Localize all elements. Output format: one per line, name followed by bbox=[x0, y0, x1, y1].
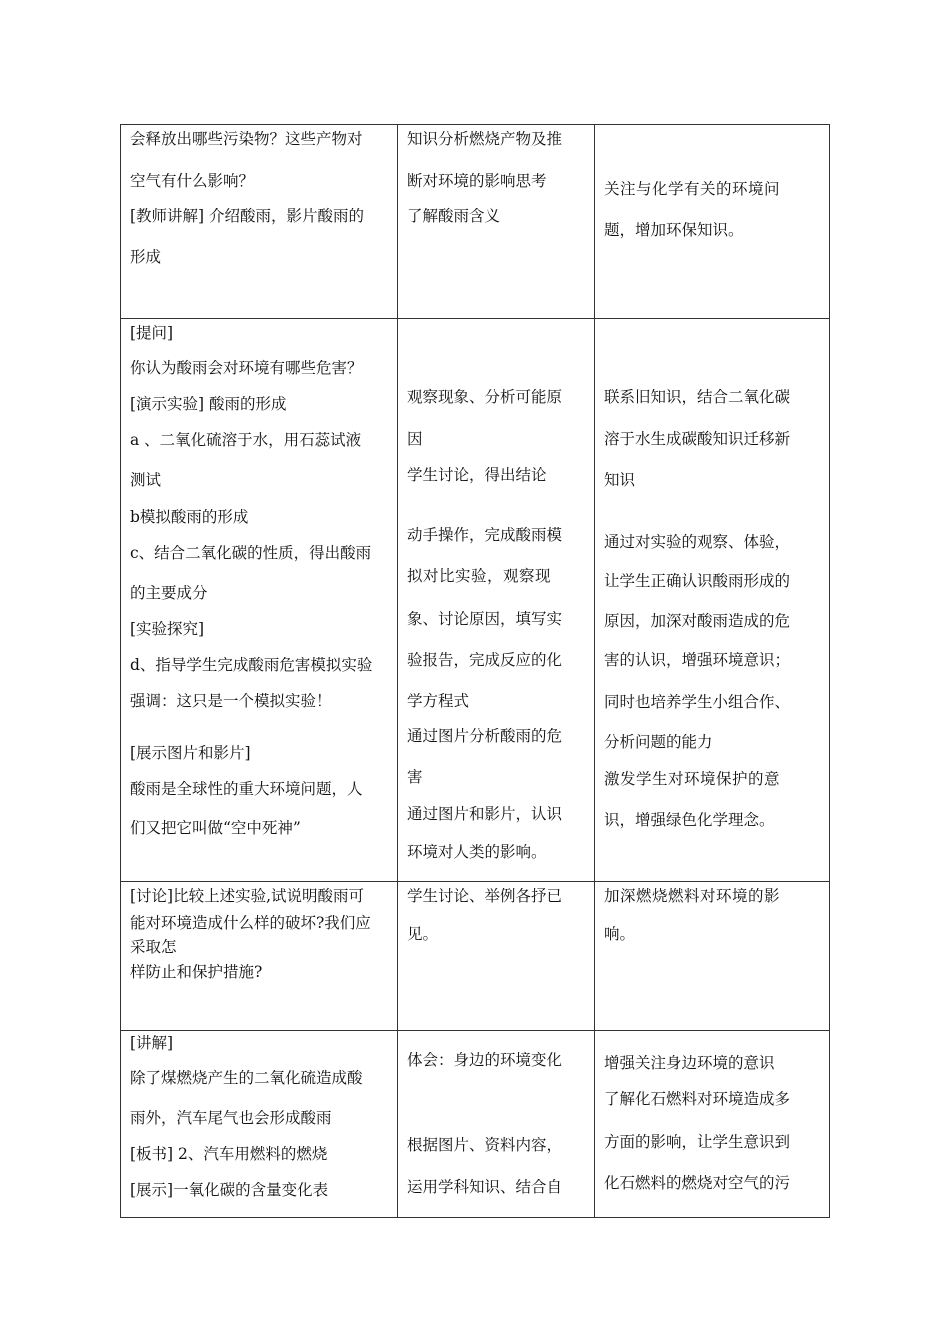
text-line: 环境对人类的影响。 bbox=[407, 843, 547, 861]
text-line: 让学生正确认识酸雨形成的 bbox=[604, 572, 791, 590]
text-line: 空气有什么影响？ bbox=[130, 172, 255, 190]
text-line: [板书] 2、汽车用燃料的燃烧 bbox=[130, 1145, 328, 1163]
table-row bbox=[121, 319, 830, 882]
text-line: 你认为酸雨会对环境有哪些危害？ bbox=[130, 359, 363, 377]
text-line: 方面的影响，让学生意识到 bbox=[604, 1133, 791, 1151]
text-line: 强调：这只是一个模拟实验！ bbox=[130, 692, 332, 710]
text-line: 会释放出哪些污染物？这些产物对 bbox=[130, 130, 363, 148]
text-line: 雨外，汽车尾气也会形成酸雨 bbox=[130, 1109, 332, 1127]
text-line: 知识 bbox=[604, 471, 636, 489]
text-line: 体会：身边的环境变化 bbox=[407, 1051, 563, 1069]
text-line: 了解酸雨含义 bbox=[407, 207, 501, 225]
text-line: 采取怎 bbox=[130, 938, 177, 956]
table-row bbox=[121, 882, 830, 1031]
text-line: 象、讨论原因，填写实 bbox=[407, 610, 563, 628]
teacher-activity-cell bbox=[121, 125, 398, 319]
text-line: 学方程式 bbox=[407, 692, 470, 710]
text-line: 学生讨论、举例各抒已 bbox=[407, 887, 563, 905]
text-line: 增强关注身边环境的意识 bbox=[604, 1054, 775, 1072]
text-line: 激发学生对环境保护的意 bbox=[604, 770, 781, 788]
text-line: 根据图片、资料内容， bbox=[407, 1136, 563, 1154]
table-row bbox=[121, 125, 830, 319]
text-line: 害 bbox=[407, 768, 423, 786]
text-line: 拟对比实验，观察现 bbox=[407, 567, 552, 585]
text-line: 的主要成分 bbox=[130, 584, 208, 602]
text-line: [演示实验] 酸雨的形成 bbox=[130, 395, 287, 413]
text-line: [展示图片和影片] bbox=[130, 744, 251, 762]
student-activity-cell bbox=[398, 882, 595, 1031]
text-line: [展示]一氧化碳的含量变化表 bbox=[130, 1181, 329, 1199]
text-line: [提问] bbox=[130, 324, 174, 342]
text-line: [讲解] bbox=[130, 1034, 174, 1052]
text-line: 溶于水生成碳酸知识迁移新 bbox=[604, 430, 791, 448]
text-line: a 、二氧化硫溶于水，用石蕊试液 bbox=[130, 431, 362, 449]
text-line: 观察现象、分析可能原 bbox=[407, 388, 563, 406]
text-line: 形成 bbox=[130, 248, 162, 266]
text-line: [实验探究] bbox=[130, 620, 205, 638]
text-line: d、指导学生完成酸雨危害模拟实验 bbox=[130, 656, 373, 674]
text-line: 了解化石燃料对环境造成多 bbox=[604, 1090, 791, 1108]
student-activity-cell bbox=[398, 1031, 595, 1218]
text-line: 联系旧知识，结合二氧化碳 bbox=[604, 388, 791, 406]
text-line: 因 bbox=[407, 430, 423, 448]
text-line: 样防止和保护措施? bbox=[130, 963, 263, 981]
text-line: 学生讨论，得出结论 bbox=[407, 466, 547, 484]
design-intent-cell bbox=[595, 319, 830, 882]
design-intent-cell bbox=[595, 1031, 830, 1218]
text-line: 加深燃烧燃料对环境的影 bbox=[604, 887, 781, 905]
text-line: 测试 bbox=[130, 471, 162, 489]
text-line: [教师讲解] 介绍酸雨，影片酸雨的 bbox=[130, 207, 365, 225]
text-line: b模拟酸雨的形成 bbox=[130, 508, 249, 526]
text-line: 通过对实验的观察、体验， bbox=[604, 533, 791, 551]
text-line: 知识分析燃烧产物及推 bbox=[407, 130, 563, 148]
text-line: 酸雨是全球性的重大环境问题，人 bbox=[130, 780, 363, 798]
text-line: 见。 bbox=[407, 925, 439, 943]
text-line: 除了煤燃烧产生的二氧化硫造成酸 bbox=[130, 1069, 363, 1087]
text-line: [讨论]比较上述实验,试说明酸雨可 bbox=[130, 887, 365, 905]
text-line: 通过图片分析酸雨的危 bbox=[407, 727, 563, 745]
text-line: 识，增强绿色化学理念。 bbox=[604, 811, 775, 829]
teacher-activity-cell bbox=[121, 319, 398, 882]
design-intent-cell bbox=[595, 882, 830, 1031]
lesson-plan-table bbox=[120, 124, 830, 1218]
text-line: 害的认识，增强环境意识； bbox=[604, 651, 791, 669]
teacher-activity-cell bbox=[121, 1031, 398, 1218]
text-line: 化石燃料的燃烧对空气的污 bbox=[604, 1174, 791, 1192]
text-line: 断对环境的影响思考 bbox=[407, 172, 547, 190]
text-line: 响。 bbox=[604, 925, 636, 943]
text-line: 原因，加深对酸雨造成的危 bbox=[604, 612, 791, 630]
text-line: 运用学科知识、结合自 bbox=[407, 1178, 563, 1196]
text-line: 题，增加环保知识。 bbox=[604, 221, 744, 239]
text-line: 能对环境造成什么样的破坏?我们应 bbox=[130, 914, 371, 932]
text-line: 分析问题的能力 bbox=[604, 733, 713, 751]
text-line: 关注与化学有关的环境问 bbox=[604, 180, 781, 198]
text-line: 通过图片和影片，认识 bbox=[407, 805, 563, 823]
table-row bbox=[121, 1031, 830, 1218]
text-line: 们又把它叫做“空中死神” bbox=[130, 819, 301, 837]
text-line: 动手操作，完成酸雨模 bbox=[407, 526, 563, 544]
design-intent-cell bbox=[595, 125, 830, 319]
student-activity-cell bbox=[398, 319, 595, 882]
text-line: c、结合二氧化碳的性质，得出酸雨 bbox=[130, 544, 372, 562]
student-activity-cell bbox=[398, 125, 595, 319]
teacher-activity-cell bbox=[121, 882, 398, 1031]
text-line: 验报告，完成反应的化 bbox=[407, 651, 563, 669]
text-line: 同时也培养学生小组合作、 bbox=[604, 693, 791, 711]
